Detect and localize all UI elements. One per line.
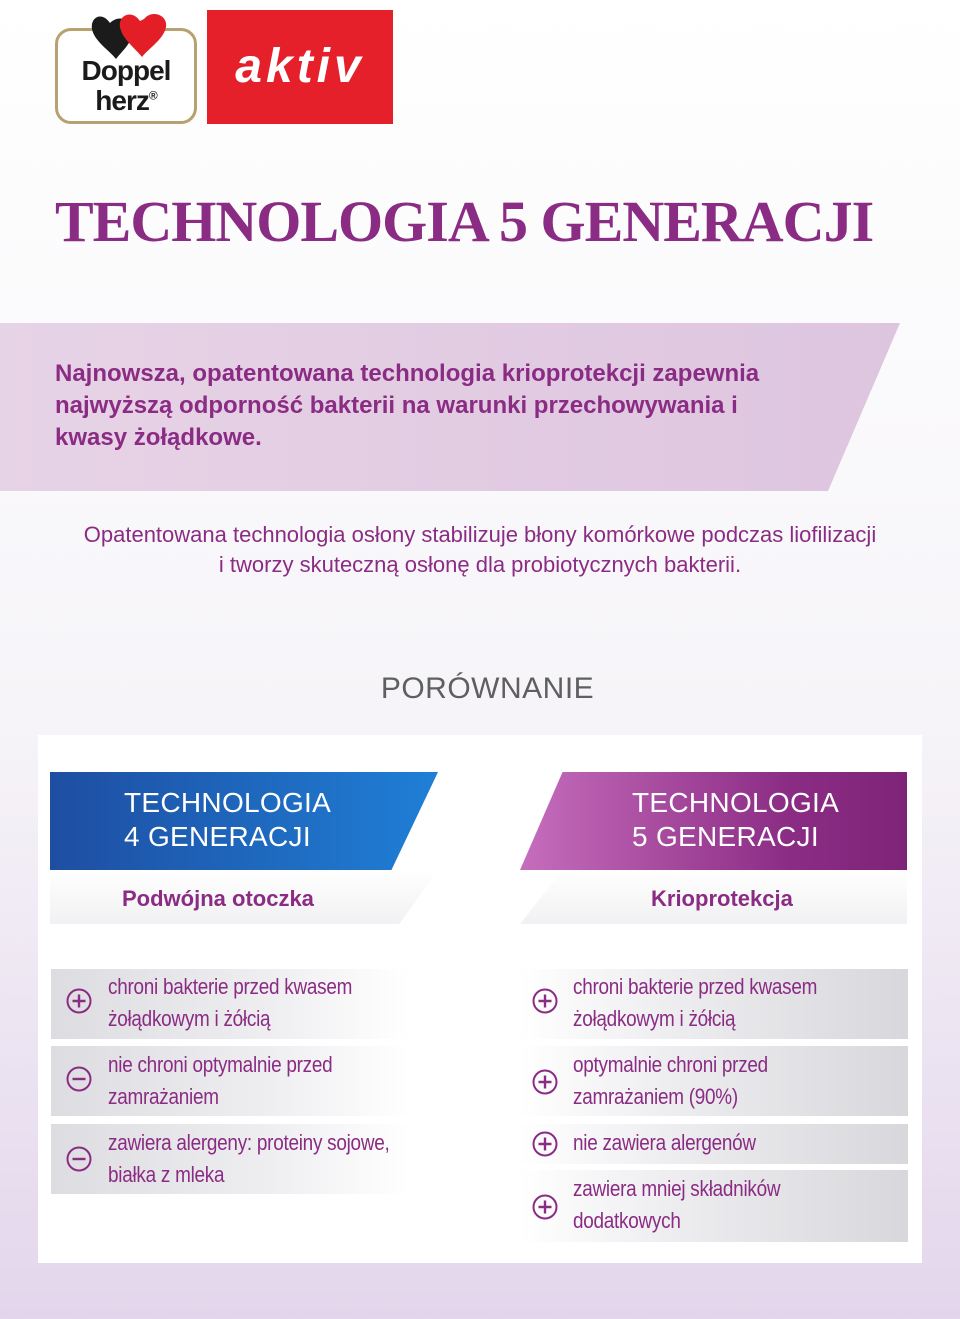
gen4-header xyxy=(124,786,331,854)
gen4-feature-text: nie chroni optymalnie przed zamrażaniem xyxy=(108,1052,333,1109)
doppelherz-logo xyxy=(55,28,197,124)
gen4-header-line1: TECHNOLOGIA xyxy=(124,787,332,818)
plus-circle-icon xyxy=(532,1131,558,1157)
aktiv-logo: aktiv xyxy=(207,10,393,124)
gen4-feature-row xyxy=(51,1046,409,1116)
gen5-feature-text: optymalnie chroni przed zamrażaniem (90%) xyxy=(573,1052,768,1109)
minus-circle-icon xyxy=(66,1066,92,1092)
description-text: Opatentowana technologia osłony stabilizuje błony komórkowe podczas liofilizacji i tworzy skuteczną osłonę dla probiotycznych bakterii. xyxy=(83,522,877,577)
plus-circle-icon xyxy=(532,1194,558,1220)
brand-word-herz: herz® xyxy=(95,85,157,116)
gen5-feature-text: nie zawiera alergenów xyxy=(573,1130,756,1155)
gen5-subtitle: Krioprotekcja xyxy=(651,886,793,911)
intro-text: Najnowsza, opatentowana technologia krioprotekcji zapewnia najwyższą odporność bakterii na warunki przechowywania i kwasy żołądkowe. xyxy=(55,360,760,451)
plus-circle-icon xyxy=(532,1069,558,1095)
plus-circle-icon xyxy=(66,988,92,1014)
gen5-feature-row xyxy=(519,1046,908,1116)
gen4-feature-text: chroni bakterie przed kwasem żołądkowym i żółcią xyxy=(108,974,353,1031)
page-title: TECHNOLOGIA 5 GENERACJI xyxy=(55,189,874,254)
gen5-feature-text: zawiera mniej składników dodatkowych xyxy=(573,1176,781,1233)
minus-circle-icon xyxy=(66,1146,92,1172)
gen5-header-line1: TECHNOLOGIA xyxy=(632,787,840,818)
gen4-feature-row xyxy=(51,1124,409,1194)
gen5-feature-row xyxy=(519,1170,908,1242)
gen4-feature-text: zawiera alergeny: proteiny sojowe, białka z mleka xyxy=(108,1130,390,1187)
brand-word-doppel: Doppel xyxy=(81,55,171,86)
plus-circle-icon xyxy=(532,988,558,1014)
gen5-feature-row xyxy=(519,1124,908,1164)
gen4-subtitle: Podwójna otoczka xyxy=(122,886,314,911)
gen4-header-line2: 4 GENERACJI xyxy=(124,821,311,852)
gen5-header-line2: 5 GENERACJI xyxy=(632,821,819,852)
gen4-feature-row xyxy=(51,969,409,1039)
gen5-feature-text: chroni bakterie przed kwasem żołądkowym i żółcią xyxy=(573,974,818,1031)
gen5-header xyxy=(632,786,839,854)
comparison-title: PORÓWNANIE xyxy=(380,672,595,705)
gen5-feature-row xyxy=(519,969,908,1039)
